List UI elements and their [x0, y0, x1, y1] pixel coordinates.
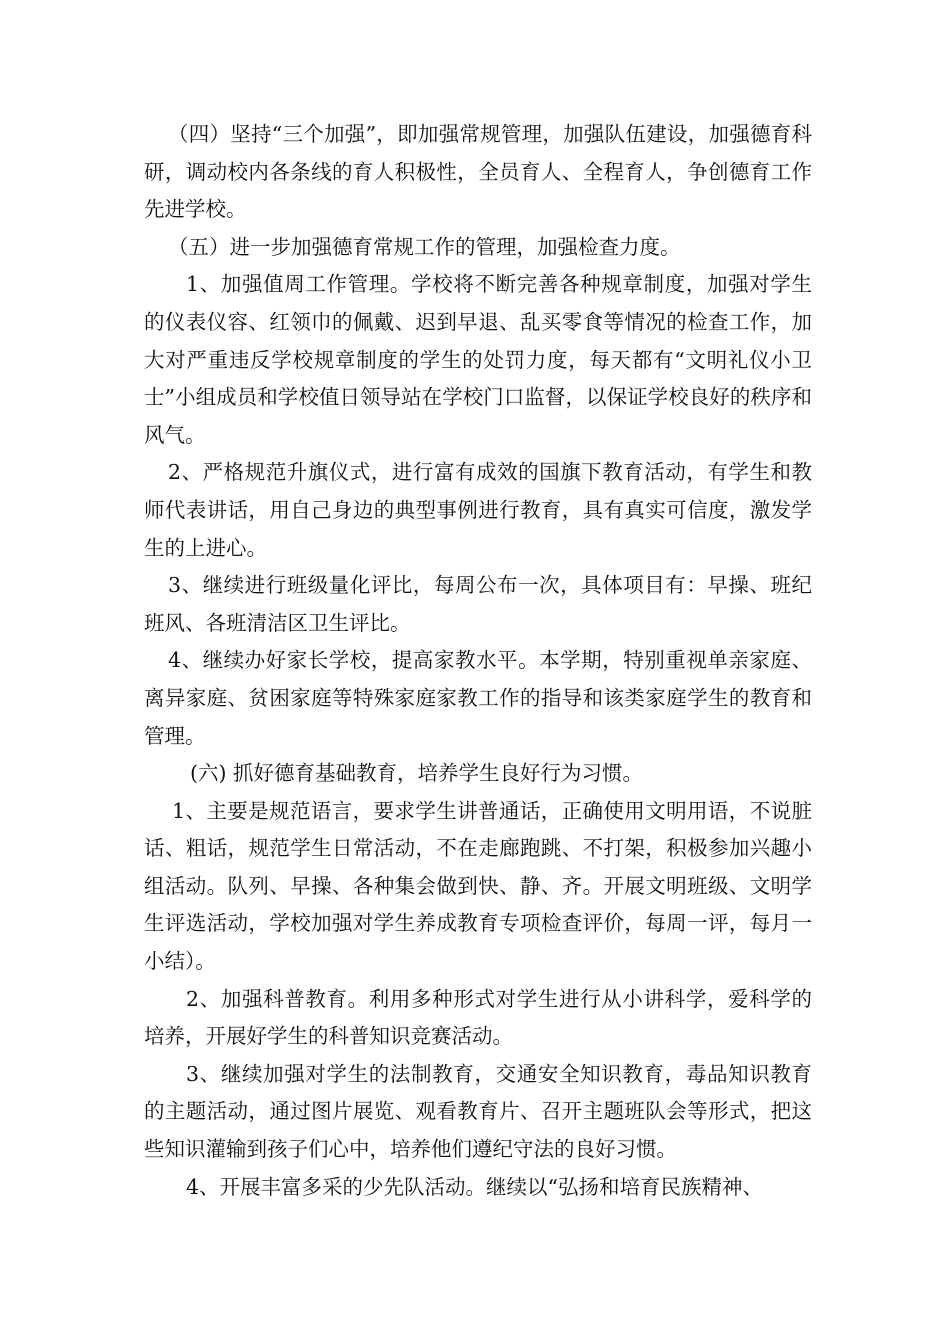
paragraph-item-1-language: 1、主要是规范语言，要求学生讲普通话，正确使用文明用语，不说脏话、粗话，规范学生日常活动，不在走廊跑跳、不打架，积极参加兴趣小组活动。队列、早操、各种集会做到快、静、齐。开展文明班级、文明学生评选活动，学校加强对学生养成教育专项检查评价，每周一评，每月一小结）。: [144, 798, 812, 974]
paragraph-item-3-class-evaluation: 3、继续进行班级量化评比，每周公布一次，具体项目有：早操、班纪班风、各班清洁区卫生评比。: [144, 573, 812, 635]
paragraph-item-1-duty-week: 1、加强值周工作管理。学校将不断完善各种规章制度，加强对学生的仪表仪容、红领巾的佩戴、迟到早退、乱买零食等情况的检查工作，加大对严重违反学校规章制度的学生的处罚力度，每天都有“文明礼仪小卫士”小组成员和学校值日领导站在学校门口监督，以保证学校良好的秩序和风气。: [144, 272, 812, 447]
paragraph-five-routine: （五）进一步加强德育常规工作的管理，加强检查力度。: [168, 234, 681, 259]
paragraph-item-4-parent-school: 4、继续办好家长学校，提高家教水平。本学期，特别重视单亲家庭、离异家庭、贫困家庭等特殊家庭家教工作的指导和该类家庭学生的教育和管理。: [144, 648, 812, 748]
paragraph-item-2-science: 2、加强科普教育。利用多种形式对学生进行从小讲科学，爱科学的培养，开展好学生的科普知识竞赛活动。: [144, 986, 812, 1049]
paragraph-item-3-legal-education: 3、继续加强对学生的法制教育，交通安全知识教育，毒品知识教育的主题活动，通过图片展览、观看教育片、召开主题班队会等形式，把这些知识灌输到孩子们心中，培养他们遵纪守法的良好习惯。: [144, 1061, 812, 1162]
document-body: [144, 116, 812, 1206]
paragraph-six-basic-education: (六) 抓好德育基础教育，培养学生良好行为习惯。: [190, 761, 644, 786]
paragraph-item-4-young-pioneers: 4、开展丰富多采的少先队活动。继续以“弘扬和培育民族精神、: [186, 1174, 764, 1199]
paragraph-item-2-flag-ceremony: 2、严格规范升旗仪式，进行富有成效的国旗下教育活动，有学生和教师代表讲话，用自己身边的典型事例进行教育，具有真实可信度，激发学生的上进心。: [144, 460, 812, 560]
paragraph-four-strengthen: （四）坚持“三个加强”，即加强常规管理，加强队伍建设，加强德育科研，调动校内各条线的育人积极性，全员育人、全程育人，争创德育工作先进学校。: [144, 122, 812, 222]
